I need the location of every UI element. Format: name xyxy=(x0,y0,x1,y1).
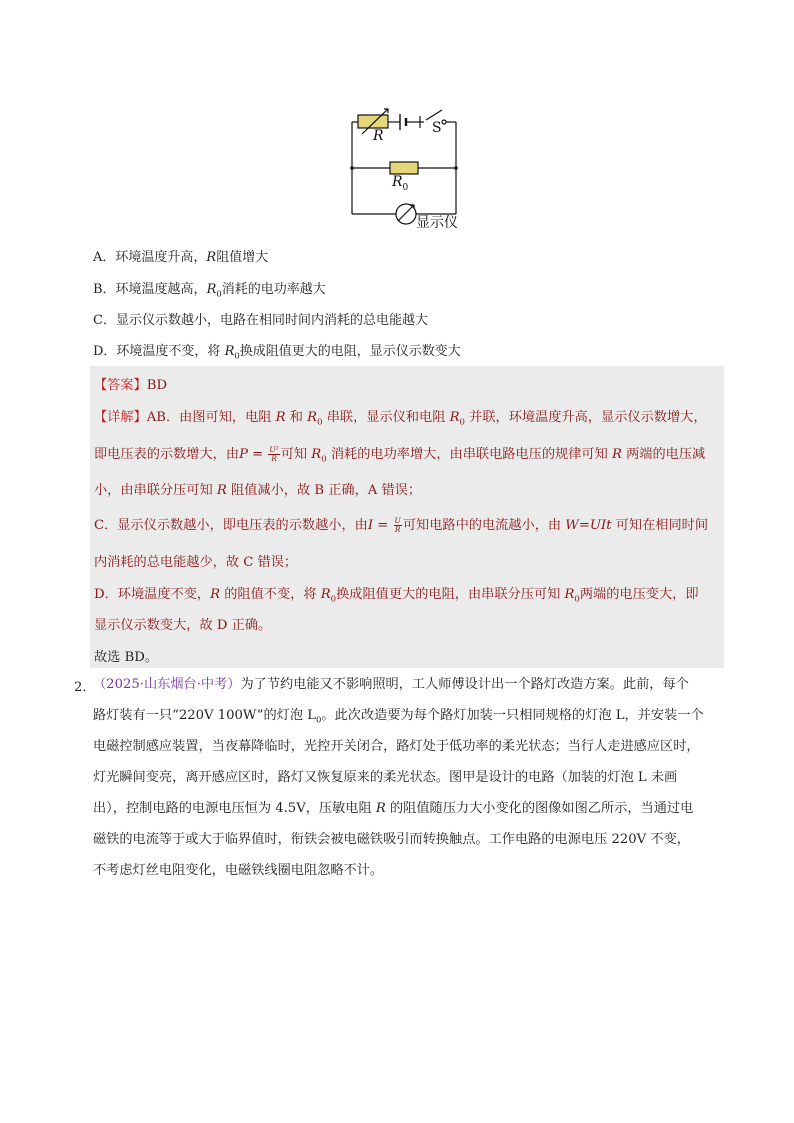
question-2-line-7: 不考虑灯丝电阻变化，电磁铁线圈电阻忽略不计。 xyxy=(93,863,384,878)
explain-line-4: C．显示仪示数越小，即电压表的示数越小，由I = $\frac{U}{R}$ 可知电路中的电流越小，由 W=UIt 可知在相同时间 xyxy=(94,516,709,534)
answer-key: 【答案】BD xyxy=(94,378,168,393)
question-2-source: （2025·山东烟台·中考） xyxy=(93,677,241,692)
question-2-line-5: 出），控制电路的电源电压恒为 4.5V，压敏电阻 R 的阻值随压力大小变化的图像如图乙所示，当通过电 xyxy=(93,801,694,816)
question-2-line-3: 电磁控制感应装置，当夜幕降临时，光控开关闭合，路灯处于低功率的柔光状态；当行人走进感应区时， xyxy=(93,739,700,754)
explain-line-2: 即电压表的示数增大，由P = $\frac{\text{U²}}{R}$ 可知 $R_0$ 消耗的电功率增大，由串联电路电压的规律可知 R 两端的电压减 xyxy=(94,445,706,465)
final-choice: 故选 BD。 xyxy=(94,650,159,665)
label-r0: $R_0$ xyxy=(392,174,409,193)
question-2-number: 2． xyxy=(74,680,96,695)
option-b: B．环境温度越高，$R_0$消耗的电功率越大 xyxy=(93,282,326,300)
explain-line-7: 显示仪示数变大，故 D 正确。 xyxy=(94,618,272,633)
question-2-line-1: （2025·山东烟台·中考）为了节约电能又不影响照明，工人师傅设计出一个路灯改造方案。此前，每个 xyxy=(93,677,689,692)
current-fraction: $\frac{U}{R}$ xyxy=(394,516,401,534)
question-2-line-2: 路灯装有一只“220V 100W”的灯泡 $L_0$。此次改造要为每个路灯加装一只相同规格的灯泡 L，并安装一个 xyxy=(93,708,704,726)
question-2-line-6: 磁铁的电流等于或大于临界值时，衔铁会被电磁铁吸引而转换触点。工作电路的电源电压 220V 不变， xyxy=(93,832,690,847)
label-display: 显示仪 xyxy=(416,215,458,231)
explain-line-1: 【详解】AB．由图可知，电阻 R 和 $R_0$ 串联，显示仪和电阻 $R_0$ 并联，环境温度升高，显示仪示数增大， xyxy=(94,410,707,428)
question-2-line-4: 灯光瞬间变亮，离开感应区时，路灯又恢复原来的柔光状态。图甲是设计的电路（加装的灯泡 L 未画 xyxy=(93,770,678,785)
explain-line-5: 内消耗的总电能越少，故 C 错误； xyxy=(94,555,298,570)
option-a: A．环境温度升高，R阻值增大 xyxy=(93,250,269,265)
explain-line-3: 小，由串联分压可知 R 阻值减小，故 B 正确，A 错误； xyxy=(94,483,422,498)
option-c: C．显示仪示数越小，电路在相同时间内消耗的总电能越大 xyxy=(93,313,428,328)
power-fraction: $\frac{\text{U²}}{R}$ xyxy=(269,445,279,463)
label-s: S xyxy=(432,120,442,136)
circuit-wires xyxy=(340,104,480,236)
explain-line-6: D．环境温度不变，R 的阻值不变，将 $R_0$换成阻值更大的电阻，由串联分压可知 $R_0$两端的电压变大，即 xyxy=(94,587,699,605)
label-r: R xyxy=(373,128,384,144)
option-d: D．环境温度不变，将 $R_0$换成阻值更大的电阻，显示仪示数变大 xyxy=(93,344,461,362)
circuit-diagram xyxy=(340,104,480,236)
